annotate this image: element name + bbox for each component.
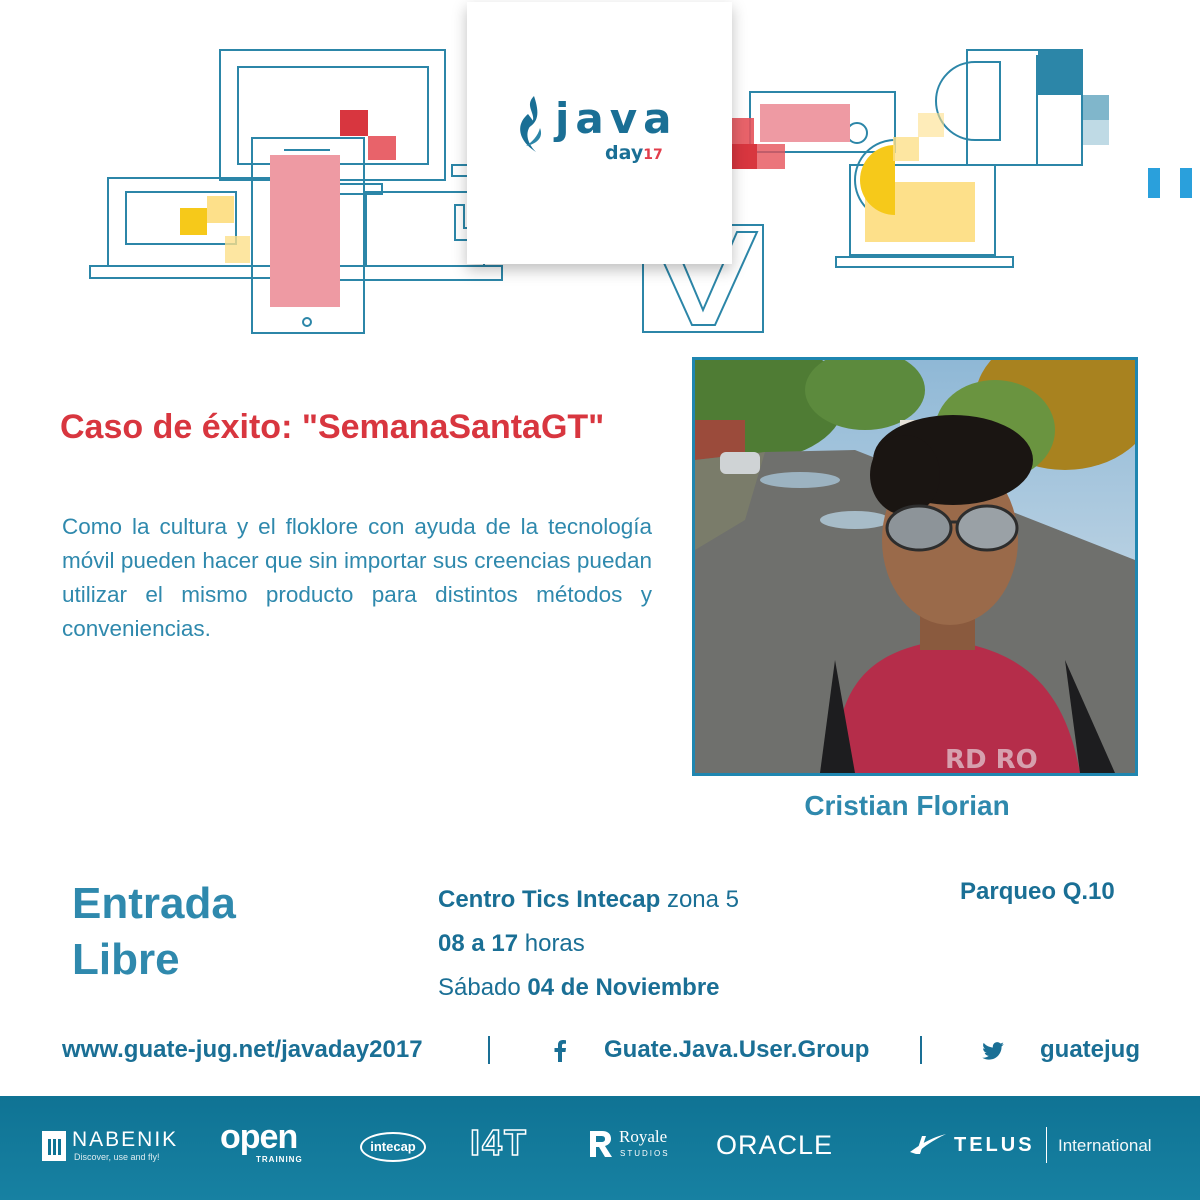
logo-year: 17: [643, 147, 663, 163]
free-entry-label: [72, 876, 236, 988]
sponsor-intecap: intecap: [360, 1132, 426, 1162]
free-entry-line-1: Entrada: [72, 879, 236, 928]
sponsor-nabenik-tagline: Discover, use and fly!: [74, 1152, 160, 1162]
free-entry-line-2: Libre: [72, 935, 180, 984]
venue-line: [438, 878, 739, 922]
speaker-name: Cristian Florian: [804, 790, 1010, 821]
twitter-icon[interactable]: [982, 1042, 1004, 1060]
svg-text:RD RO: RD RO: [945, 745, 1038, 773]
sponsor-royale-studios: STUDIOS: [620, 1149, 670, 1158]
talk-description: Como la cultura y el floklore con ayuda de la tecnología móvil pueden hacer que sin importar sus creencias puedan utilizar el mismo producto para distintos métodos y conveniencias.: [62, 514, 652, 641]
nabenik-logo-icon: [42, 1131, 66, 1161]
contact-divider: [488, 1036, 490, 1064]
event-details: [438, 878, 739, 1010]
event-date: 04 de Noviembre: [527, 974, 720, 1001]
sponsor-i4t: I4T: [470, 1122, 529, 1163]
logo-word-java: java: [555, 94, 678, 143]
sponsor-oracle: ORACLE: [716, 1130, 834, 1160]
hours-line: [438, 922, 739, 966]
sponsor-open: open: [220, 1118, 298, 1156]
venue-name: Centro Tics Intecap: [438, 886, 661, 913]
logo-word-day: [605, 142, 663, 164]
sponsor-telus-international: International: [1058, 1136, 1152, 1155]
sponsor-bar: [0, 1096, 1200, 1200]
telus-divider: [1046, 1127, 1047, 1163]
sponsor-open-training: TRAINING: [256, 1155, 303, 1164]
hours-unit: horas: [518, 930, 585, 957]
hours-value: 08 a 17: [438, 930, 519, 957]
venue-zone: zona 5: [660, 886, 740, 913]
talk-title: Caso de éxito: "SemanaSantaGT": [60, 408, 605, 446]
contact-divider: [920, 1036, 922, 1064]
facebook-link[interactable]: Guate.Java.User.Group: [604, 1036, 870, 1063]
facebook-icon[interactable]: [552, 1040, 568, 1062]
parking-price: Parqueo Q.10: [960, 878, 1115, 905]
logo-day-text: day: [605, 142, 644, 164]
telus-logo-icon: [908, 1132, 948, 1156]
day-label: Sábado: [438, 974, 528, 1001]
sponsor-telus: TELUS: [954, 1134, 1035, 1156]
java-day-logo: [467, 2, 732, 264]
speaker-photo: [692, 357, 1138, 776]
java-flame-icon: [512, 94, 552, 156]
speaker-photo-illustration: [695, 360, 1135, 773]
twitter-handle[interactable]: guatejug: [1040, 1036, 1140, 1063]
royale-logo-icon: [590, 1131, 612, 1157]
sponsor-royale: Royale: [619, 1127, 668, 1146]
sponsor-nabenik: NABENIK: [72, 1128, 179, 1151]
website-link[interactable]: www.guate-jug.net/javaday2017: [62, 1036, 423, 1063]
date-line: [438, 966, 739, 1010]
